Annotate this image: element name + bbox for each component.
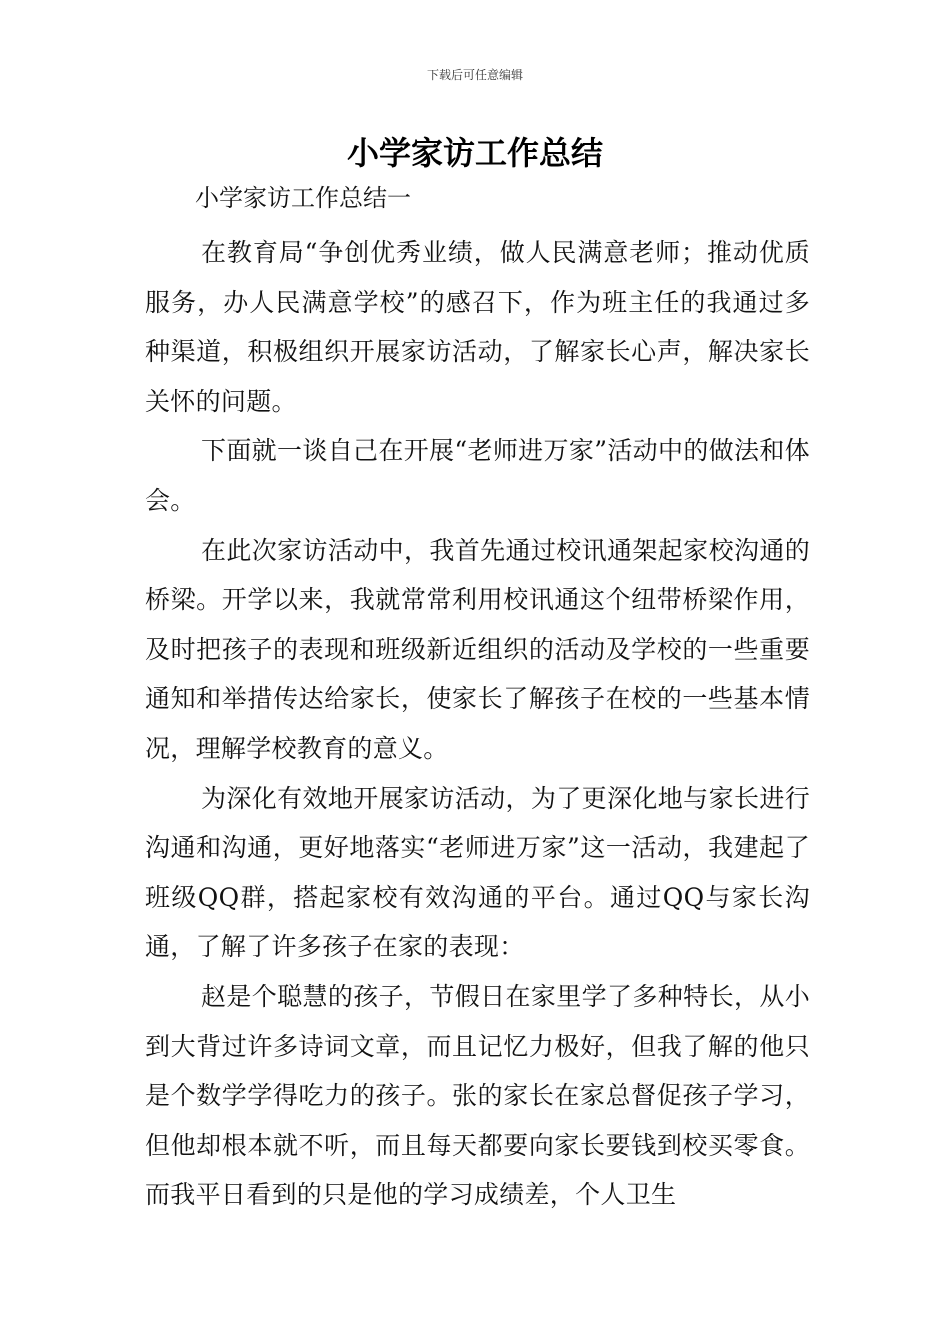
paragraph: 在教育局“争创优秀业绩，做人民满意老师；推动优质服务，办人民满意学校”的感召下，作为班主任的我通过多种渠道，积极组织开展家访活动，了解家长心声，解决家长关怀的问题。: [145, 238, 810, 416]
paragraph: 赵是个聪慧的孩子，节假日在家里学了多种特长，从小到大背过许多诗词文章，而且记忆力极好，但我了解的他只是个数学学得吃力的孩子。张的家长在家总督促孩子学习，但他却根本就不听，而且每天都要向家长要钱到校买零食。而我平日看到的只是他的学习成绩差，个人卫生: [145, 981, 810, 1210]
header-note: 下载后可任意编辑: [426, 68, 523, 82]
paragraph: 下面就一谈自己在开展“老师进万家”活动中的做法和体会。: [145, 436, 810, 515]
document-body: [145, 180, 810, 1220]
paragraph: 在此次家访活动中，我首先通过校讯通架起家校沟通的桥梁。开学以来，我就常常利用校讯通这个纽带桥梁作用，及时把孩子的表现和班级新近组织的活动及学校的一些重要通知和举措传达给家长，使家长了解孩子在校的一些基本情况，理解学校教育的意义。: [145, 535, 810, 763]
paragraph: 为深化有效地开展家访活动，为了更深化地与家长进行沟通和沟通，更好地落实“老师进万家”这一活动，我建起了班级QQ群，搭起家校有效沟通的平台。通过QQ与家长沟通，了解了许多孩子在家的表现：: [145, 783, 810, 962]
page-title: 小学家访工作总结: [346, 134, 603, 172]
section-subtitle: 小学家访工作总结一: [195, 184, 411, 212]
